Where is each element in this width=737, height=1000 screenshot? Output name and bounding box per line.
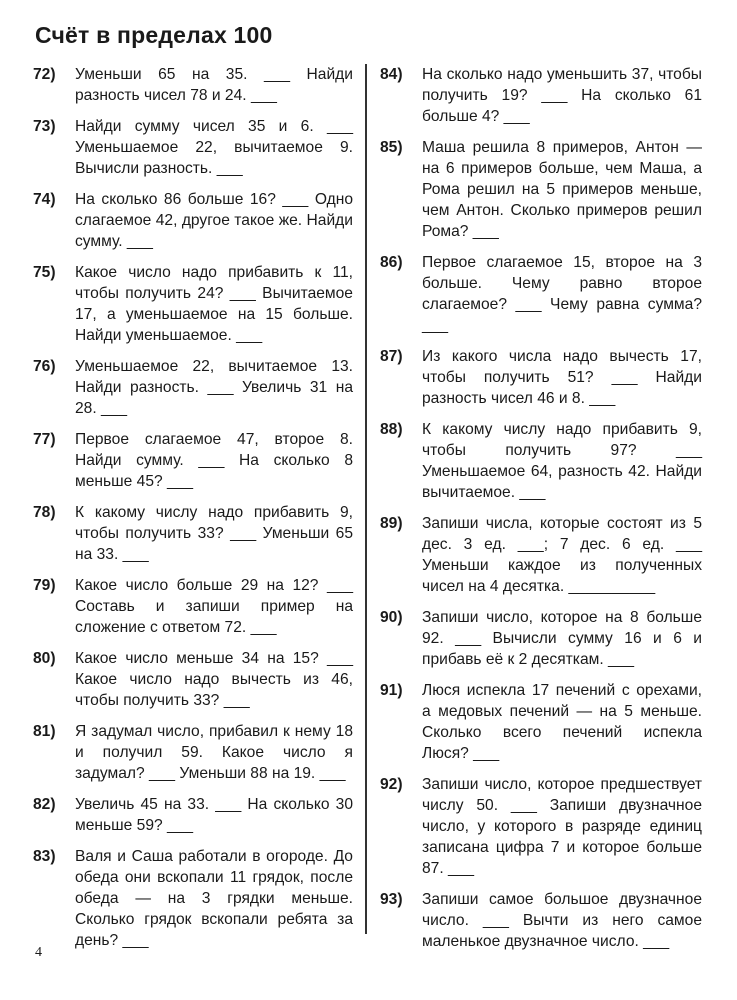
task-text: Из какого числа надо вычесть 17, чтобы получить 51? ___ Найди разность чисел 46 и 8. ___	[422, 348, 702, 407]
task-text: Найди сумму чисел 35 и 6. ___ Уменьшаемое 22, вычитаемое 9. Вычисли разность. ___	[75, 118, 353, 177]
task-number: 72)	[33, 66, 56, 83]
task-77	[33, 429, 353, 492]
page-number: 4	[35, 945, 42, 960]
task-text: Увеличь 45 на 33. ___ На сколько 30 меньше 59? ___	[75, 796, 353, 834]
task-text: Я задумал число, прибавил к нему 18 и получил 59. Какое число я задумал? ___ Уменьши 88 на 19. ___	[75, 723, 353, 782]
task-91	[380, 680, 702, 764]
right-column	[380, 64, 702, 962]
task-number: 91)	[380, 682, 403, 699]
task-text: Запиши числа, которые состоят из 5 дес. 3 ед. ___; 7 дес. 6 ед. ___ Уменьши каждое из полученных чисел на 4 десятка. __________	[422, 515, 702, 595]
task-number: 90)	[380, 609, 403, 626]
column-divider	[365, 64, 367, 934]
task-text: Запиши число, которое предшествует числу 50. ___ Запиши двузначное число, у которого в разряде единиц записана цифра 7 и которое больше 87. ___	[422, 776, 702, 877]
task-number: 88)	[380, 421, 403, 438]
task-text: Какое число надо прибавить к 11, чтобы получить 24? ___ Вычитаемое 17, а уменьшаемое на 15 больше. Найди уменьшаемое. ___	[75, 264, 353, 344]
task-text: Запиши число, которое на 8 больше 92. ___ Вычисли сумму 16 и 6 и прибавь её к 2 десяткам. ___	[422, 609, 702, 668]
task-text: Запиши самое большое двузначное число. ___ Вычти из него самое маленькое двузначное число. ___	[422, 891, 702, 950]
task-number: 84)	[380, 66, 403, 83]
task-73	[33, 116, 353, 179]
task-number: 73)	[33, 118, 56, 135]
task-text: Валя и Саша работали в огороде. До обеда они вскопали 11 грядок, после обеда — на 3 грядки меньше. Сколько грядок вскопали ребята за день? ___	[75, 848, 353, 949]
task-text: Какое число меньше 34 на 15? ___ Какое число надо вычесть из 46, чтобы получить 33? ___	[75, 650, 353, 709]
task-84	[380, 64, 702, 127]
task-82	[33, 794, 353, 836]
task-text: К какому числу надо прибавить 9, чтобы получить 33? ___ Уменьши 65 на 33. ___	[75, 504, 353, 563]
task-72	[33, 64, 353, 106]
task-number: 86)	[380, 254, 403, 271]
task-number: 77)	[33, 431, 56, 448]
task-number: 82)	[33, 796, 56, 813]
left-column	[33, 64, 353, 961]
task-81	[33, 721, 353, 784]
task-number: 76)	[33, 358, 56, 375]
task-number: 83)	[33, 848, 56, 865]
task-85	[380, 137, 702, 242]
task-76	[33, 356, 353, 419]
task-79	[33, 575, 353, 638]
task-80	[33, 648, 353, 711]
task-74	[33, 189, 353, 252]
task-text: Первое слагаемое 15, второе на 3 больше. Чему равно второе слагаемое? ___ Чему равна сумма? ___	[422, 254, 702, 334]
task-number: 80)	[33, 650, 56, 667]
task-number: 85)	[380, 139, 403, 156]
task-text: Уменьшаемое 22, вычитаемое 13. Найди разность. ___ Увеличь 31 на 28. ___	[75, 358, 353, 417]
task-text: На сколько надо уменьшить 37, чтобы получить 19? ___ На сколько 61 больше 4? ___	[422, 66, 702, 125]
task-number: 89)	[380, 515, 403, 532]
task-text: На сколько 86 больше 16? ___ Одно слагаемое 42, другое такое же. Найди сумму. ___	[75, 191, 353, 250]
task-86	[380, 252, 702, 336]
task-number: 87)	[380, 348, 403, 365]
task-number: 78)	[33, 504, 56, 521]
task-number: 74)	[33, 191, 56, 208]
task-text: Первое слагаемое 47, второе 8. Найди сумму. ___ На сколько 8 меньше 45? ___	[75, 431, 353, 490]
task-89	[380, 513, 702, 597]
task-text: К какому числу надо прибавить 9, чтобы получить 97? ___ Уменьшаемое 64, разность 42. Найди вычитаемое. ___	[422, 421, 702, 501]
task-text: Уменьши 65 на 35. ___ Найди разность чисел 78 и 24. ___	[75, 66, 353, 104]
task-83	[33, 846, 353, 951]
task-93	[380, 889, 702, 952]
task-88	[380, 419, 702, 503]
task-number: 92)	[380, 776, 403, 793]
page-title: Счёт в пределах 100	[35, 22, 273, 48]
task-text: Маша решила 8 примеров, Антон — на 6 примеров больше, чем Маша, а Рома решил на 5 примеров меньше, чем Антон. Сколько примеров решил Рома? ___	[422, 139, 702, 240]
task-number: 93)	[380, 891, 403, 908]
task-number: 81)	[33, 723, 56, 740]
task-number: 79)	[33, 577, 56, 594]
task-number: 75)	[33, 264, 56, 281]
task-text: Какое число больше 29 на 12? ___ Составь и запиши пример на сложение с ответом 72. ___	[75, 577, 353, 636]
task-92	[380, 774, 702, 879]
task-87	[380, 346, 702, 409]
task-75	[33, 262, 353, 346]
task-text: Люся испекла 17 печений с орехами, а медовых печений — на 5 меньше. Сколько всего печений испекла Люся? ___	[422, 682, 702, 762]
task-90	[380, 607, 702, 670]
task-78	[33, 502, 353, 565]
